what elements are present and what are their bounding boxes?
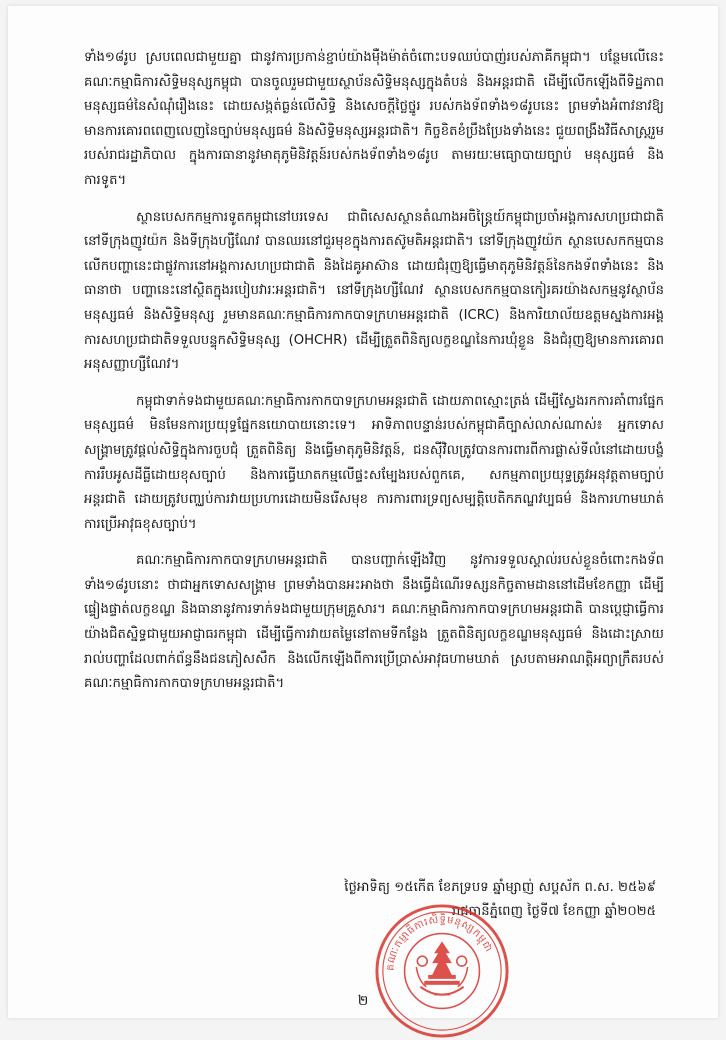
paragraph-3: កម្ពុជាទាក់ទងជាមួយគណៈកម្មាធិការកាកបាទក្រហមអន្តរជាតិ ដោយភាពស្មោះត្រង់ ដើម្បីស្វែងរកការគាំពារផ្នែកមនុស្សធម៌ មិនមែនការប្រយុទ្ធផ្នែកនយោបាយនោះទេ។ អាទិភាពបន្ទាន់របស់កម្ពុជាគឺច្បាស់លាស់ណាស់៖ អ្នកទោសសង្គ្រាមត្រូវផ្តល់សិទ្ធិក្នុងការចួបជុំ ត្រួតពិនិត្យ និងធ្វើមាតុភូមិនិវត្តន៍, ជនស៊ីវិលត្រូវបានការពារពីការផ្លាស់ទីលំនៅដោយបង្ខំ ការរឹបអូសដីធ្លីដោយខុសច្បាប់ និងការធ្វើឃាតកម្មលើផ្ទះសម្បែងរបស់ពួកគេ, សកម្មភាពប្រយុទ្ធត្រូវអនុវត្តតាមច្បាប់អន្តរជាតិ ដោយត្រូវបញ្ឈប់ការវាយប្រហារដោយមិនរើសមុខ ការការពារទ្រព្យសម្បត្តិបេតិកភណ្ឌវប្បធម៌ និងការហាមឃាត់ការប្រើអាវុធខុសច្បាប់។ [84, 393, 664, 532]
document-page [8, 6, 718, 1018]
official-seal-icon [373, 902, 511, 1040]
page-number: ២ [357, 993, 369, 1009]
paragraph-4: គណៈកម្មាធិការកាកបាទក្រហមអន្តរជាតិ បានបញ្ជាក់ឡើងវិញ នូវការទទួលស្គាល់របស់ខ្លួនចំពោះកងទ័ពទាំង១៨រូបនោះ ថាជាអ្នកទោសសង្គ្រាម ព្រមទាំងបានអះអាងថា នឹងធ្វើដំណើរទស្សនកិច្ចតាមដាននៅដើមខែកញ្ញា ដើម្បីផ្ទៀងផ្ទាត់លក្ខខណ្ឌ និងធានានូវការទាក់ទងជាមួយក្រុមគ្រួសារ។ គណៈកម្មាធិការកាកបាទក្រហមអន្តរជាតិ បានប្តេជ្ញាធ្វើការយ៉ាងជិតស្និទ្ធជាមួយអាជ្ញាធរកម្ពុជា ដើម្បីធ្វើការវាយតម្លៃនៅតាមទីកន្លែង ត្រួតពិនិត្យលក្ខខណ្ឌមនុស្សធម៌ និងដោះស្រាយរាល់បញ្ហាដែលពាក់ព័ន្ធនឹងជនភៀសសឹក និងលើកឡើងពីការប្រើប្រាស់អាវុធហាមឃាត់ ស្របតាមអាណត្តិអព្យាក្រឹតរបស់គណៈកម្មាធិការកាកបាទក្រហមអន្តរជាតិ។ [84, 553, 664, 692]
seal-ring-text: គណៈកម្មាធិការសិទ្ធិមនុស្សកម្ពុជា [384, 913, 495, 972]
paragraph-2: ស្ថានបេសកកម្មការទូតកម្ពុជានៅបរទេស ជាពិសេសស្ថានតំណាងអចិន្ត្រៃយ៍កម្ពុជាប្រចាំអង្គការសហប្រជាជាតិ នៅទីក្រុងញូវយ៉ក និងទីក្រុងហ្សឺណែវ បានឈរនៅជួរមុខក្នុងការតស៊ូមតិអន្តរជាតិ។ នៅទីក្រុងញូវយ៉ក ស្ថានបេសកកម្មបានលើកបញ្ហានេះជាផ្លូវការនៅអង្គការសហប្រជាជាតិ និងដៃគូអាស៊ាន ដោយជំរុញឱ្យធ្វើមាតុភូមិនិវត្តន៍នៃកងទ័ពទាំងនេះ និងធានាថា បញ្ហានេះនៅស្ថិតក្នុងរបៀបវារៈអន្តរជាតិ។ នៅទីក្រុងហ្សឺណែវ ស្ថានបេសកកម្មបានកៀរគរយ៉ាងសកម្មនូវស្ថាប័នមនុស្សធម៌ និងសិទ្ធិមនុស្ស រួមមានគណៈកម្មាធិការកាកបាទក្រហមអន្តរជាតិ (ICRC) និងការិយាល័យឧត្តមស្នងការអង្គការសហប្រជាជាតិទទួលបន្ទុកសិទ្ធិមនុស្ស (OHCHR) ដើម្បីត្រួតពិនិត្យលក្ខខណ្ឌនៃការឃុំខ្លួន និងជំរុញឱ្យមានការគោរពអនុសញ្ញាហ្សឺណែវ។ [84, 209, 664, 373]
place-date-line: រាជធានីភ្នំពេញ ថ្ងៃទី៧ ខែកញ្ញា ឆ្នាំ២០២៥ [451, 904, 656, 919]
paragraph-1: ទាំង១៨រូប ស្របពេលជាមួយគ្នា ជានូវការប្រកាន់ខ្ជាប់យ៉ាងម៉ឺងម៉ាត់ចំពោះបទឈប់បាញ់របស់ភាគីកម្ពុជា។ បន្ថែមលើនេះ គណៈកម្មាធិការសិទ្ធិមនុស្សកម្ពុជា បានចូលរួមជាមួយស្ថាប័នសិទ្ធិមនុស្សក្នុងតំបន់ និងអន្តរជាតិ ដើម្បីលើកឡើងពីទិដ្ឋភាពមនុស្សធម៌នៃសំណុំរឿងនេះ ដោយសង្កត់ធ្ងន់លើសិទ្ធិ និងសេចក្តីថ្លៃថ្នូរ របស់កងទ័ពទាំង១៨រូបនេះ ព្រមទាំងអំពាវនាវឱ្យមានការគោរពពេញលេញនៃច្បាប់មនុស្សធម៌ និងសិទ្ធិមនុស្សអន្តរជាតិ។ កិច្ចខិតខំប្រឹងប្រែងទាំងនេះ ជួយពង្រឹងវិធីសាស្ត្ររួមរបស់រាជរដ្ឋាភិបាល ក្នុងការធានានូវមាតុភូមិនិវត្តន៍របស់កងទ័ពទាំង១៨រូប តាមរយៈមធ្យោបាយច្បាប់ មនុស្សធម៌ និងការទូត។ [84, 50, 664, 188]
lunar-date-line: ថ្ងៃអាទិត្យ ១៥កើត ខែភទ្របទ ឆ្នាំម្សាញ់ សប្តស័ក ព.ស. ២៥៦៩ [344, 880, 656, 895]
document-body [84, 46, 664, 709]
